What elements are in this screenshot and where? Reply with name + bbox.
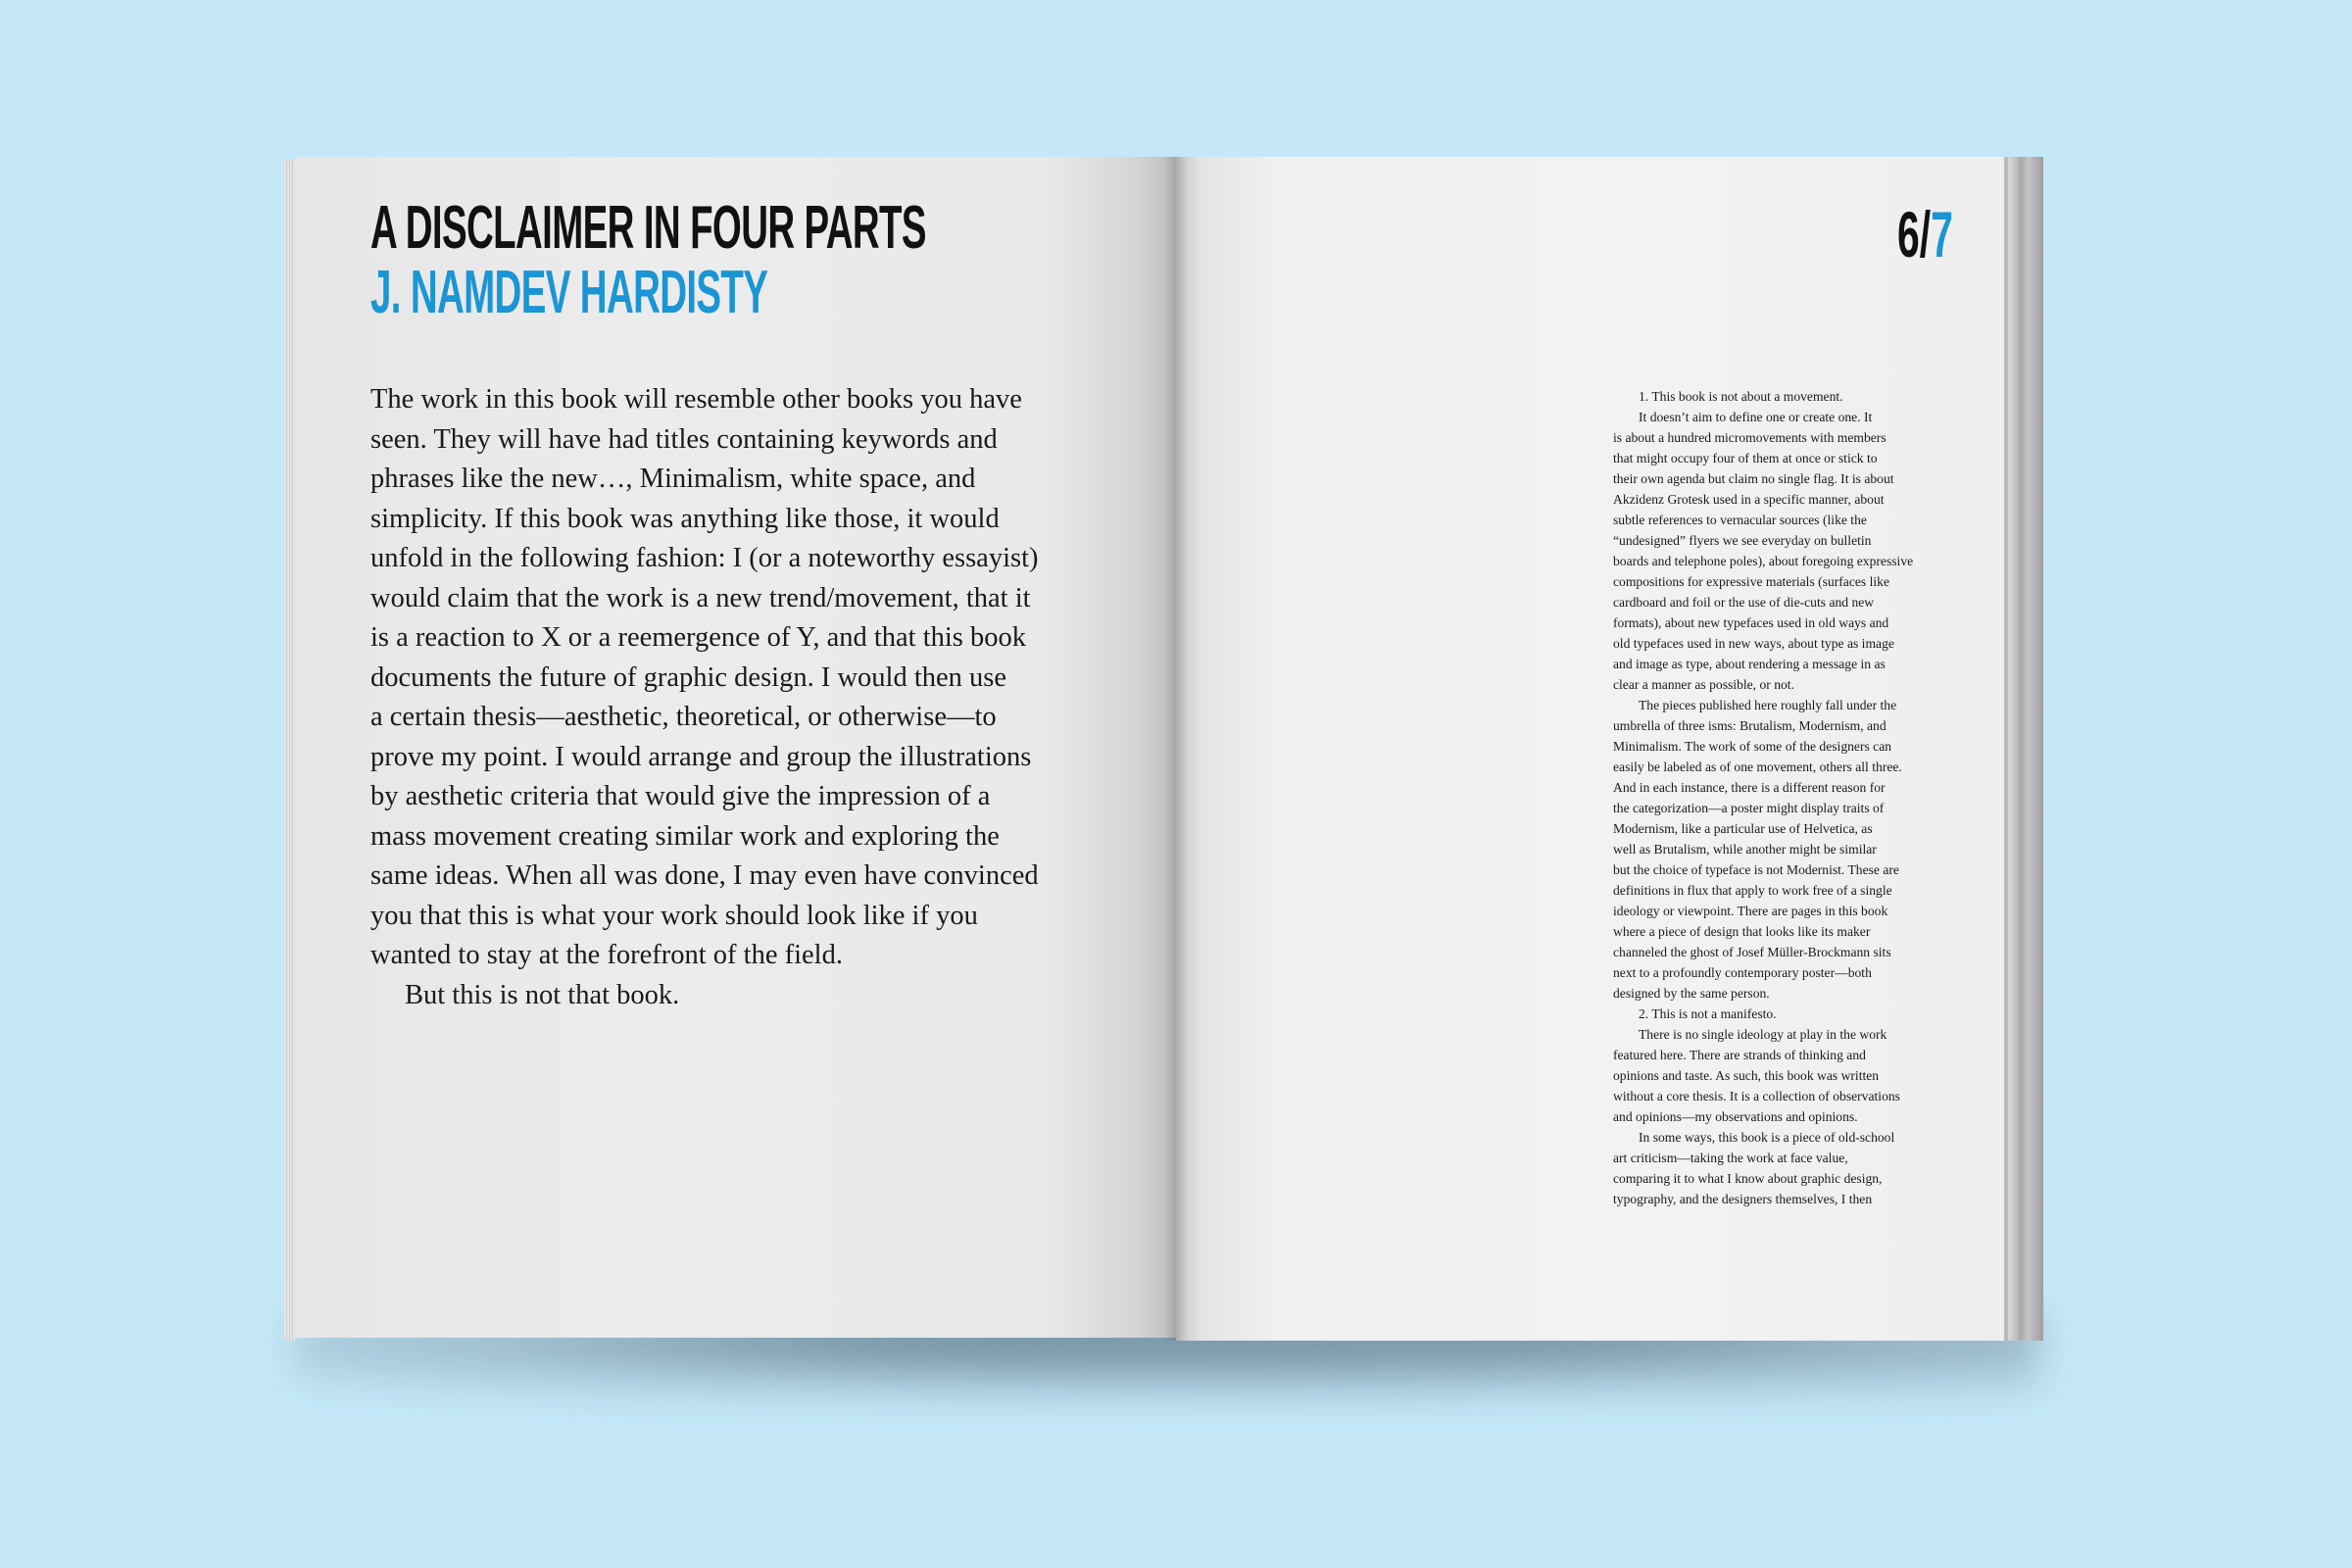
- page-edges-right: [1999, 157, 2043, 1341]
- text-line: would claim that the work is a new trend/movement, that it: [370, 582, 1031, 613]
- text-line: prove my point. I would arrange and group the illustrations: [370, 741, 1032, 772]
- text-line: definitions in flux that apply to work free of a single: [1613, 883, 1892, 898]
- text-line: cardboard and foil or the use of die-cuts and new: [1613, 595, 1875, 610]
- text-line: “undesigned” flyers we see everyday on bulletin: [1613, 533, 1872, 548]
- text-line: There is no single ideology at play in the work: [1639, 1027, 1887, 1042]
- text-line: Modernism, like a particular use of Helvetica, as: [1613, 821, 1873, 836]
- text-line: is a reaction to X or a reemergence of Y, and that this book: [370, 622, 1027, 653]
- body-paragraph: [370, 380, 1086, 976]
- text-line: phrases like the new…, Minimalism, white space, and: [370, 464, 976, 494]
- text-line: is about a hundred micromovements with members: [1613, 430, 1886, 445]
- text-line: seen. They will have had titles containing keywords and: [370, 423, 998, 455]
- text-line: clear a manner as possible, or not.: [1613, 677, 1794, 692]
- text-line: easily be labeled as of one movement, others all three.: [1613, 760, 1902, 774]
- text-line: designed by the same person.: [1613, 986, 1770, 1001]
- text-line: the categorization—a poster might display traits of: [1613, 801, 1885, 815]
- text-line: but the choice of typeface is not Modernist. These are: [1613, 862, 1899, 877]
- text-line: and opinions—my observations and opinions.: [1613, 1109, 1858, 1124]
- text-line: a certain thesis—aesthetic, theoretical, or otherwise—to: [370, 702, 997, 732]
- text-line: opinions and taste. As such, this book was written: [1613, 1068, 1880, 1083]
- text-line: documents the future of graphic design. I would then use: [370, 662, 1007, 693]
- text-line: 2. This is not a manifesto.: [1639, 1006, 1777, 1021]
- text-line: that might occupy four of them at once or stick to: [1613, 451, 1878, 466]
- text-line: umbrella of three isms: Brutalism, Modernism, and: [1613, 718, 1886, 733]
- book-spine-gutter: [1164, 157, 1188, 1341]
- text-line: without a core thesis. It is a collection of observations: [1613, 1089, 1900, 1103]
- text-line: typography, and the designers themselves, I then: [1613, 1192, 1873, 1206]
- text-line: old typefaces used in new ways, about type as image: [1613, 636, 1894, 651]
- text-line: comparing it to what I know about graphic design,: [1613, 1171, 1883, 1186]
- text-line: boards and telephone poles), about foregoing expressive: [1613, 554, 1914, 568]
- author-name: J. NAMDEV HARDISTY: [370, 259, 768, 326]
- page-number-total: 7: [1931, 198, 1953, 270]
- text-line: next to a profoundly contemporary poster—both: [1613, 965, 1872, 980]
- text-line: simplicity. If this book was anything like those, it would: [370, 503, 1000, 534]
- text-line: mass movement creating similar work and exploring the: [370, 820, 1000, 852]
- text-line: well as Brutalism, while another might be similar: [1613, 842, 1877, 857]
- text-line: The pieces published here roughly fall under the: [1639, 698, 1897, 712]
- text-line: featured here. There are strands of thinking and: [1613, 1048, 1866, 1062]
- text-line: and image as type, about rendering a message in as: [1613, 657, 1886, 671]
- page-number-current: 6/: [1897, 198, 1932, 270]
- text-line: unfold in the following fashion: I (or a noteworthy essayist): [370, 543, 1039, 573]
- text-line: their own agenda but claim no single flag. It is about: [1613, 471, 1894, 486]
- text-line: And in each instance, there is a different reason for: [1613, 780, 1886, 795]
- text-line: In some ways, this book is a piece of old-school: [1639, 1130, 1895, 1145]
- text-line: by aesthetic criteria that would give the impression of a: [370, 781, 991, 811]
- right-body-text: [1613, 386, 1976, 1209]
- text-line: channeled the ghost of Josef Müller-Brockmann sits: [1613, 945, 1891, 959]
- text-line: wanted to stay at the forefront of the field.: [370, 940, 843, 970]
- text-line: compositions for expressive materials (surfaces like: [1613, 574, 1889, 589]
- left-body-text: [370, 380, 1086, 1015]
- page-number: [1897, 200, 1953, 269]
- text-line: The work in this book will resemble other books you have: [370, 384, 1022, 415]
- text-line: formats), about new typefaces used in old ways and: [1613, 615, 1889, 630]
- closing-line: But this is not that book.: [405, 979, 680, 1010]
- text-line: where a piece of design that looks like its maker: [1613, 924, 1871, 939]
- text-line: art criticism—taking the work at face value,: [1613, 1151, 1848, 1165]
- text-line: It doesn’t aim to define one or create one. It: [1639, 410, 1873, 424]
- text-line: subtle references to vernacular sources (like the: [1613, 513, 1867, 527]
- text-line: ideology or viewpoint. There are pages in this book: [1613, 904, 1888, 918]
- chapter-title: A DISCLAIMER IN FOUR PARTS: [370, 194, 926, 262]
- text-line: same ideas. When all was done, I may even have convinced: [370, 860, 1039, 891]
- text-line: you that this is what your work should look like if you: [370, 900, 978, 931]
- text-line: Minimalism. The work of some of the designers can: [1613, 739, 1892, 754]
- text-line: 1. This book is not about a movement.: [1639, 389, 1843, 404]
- text-line: Akzidenz Grotesk used in a specific manner, about: [1613, 492, 1885, 507]
